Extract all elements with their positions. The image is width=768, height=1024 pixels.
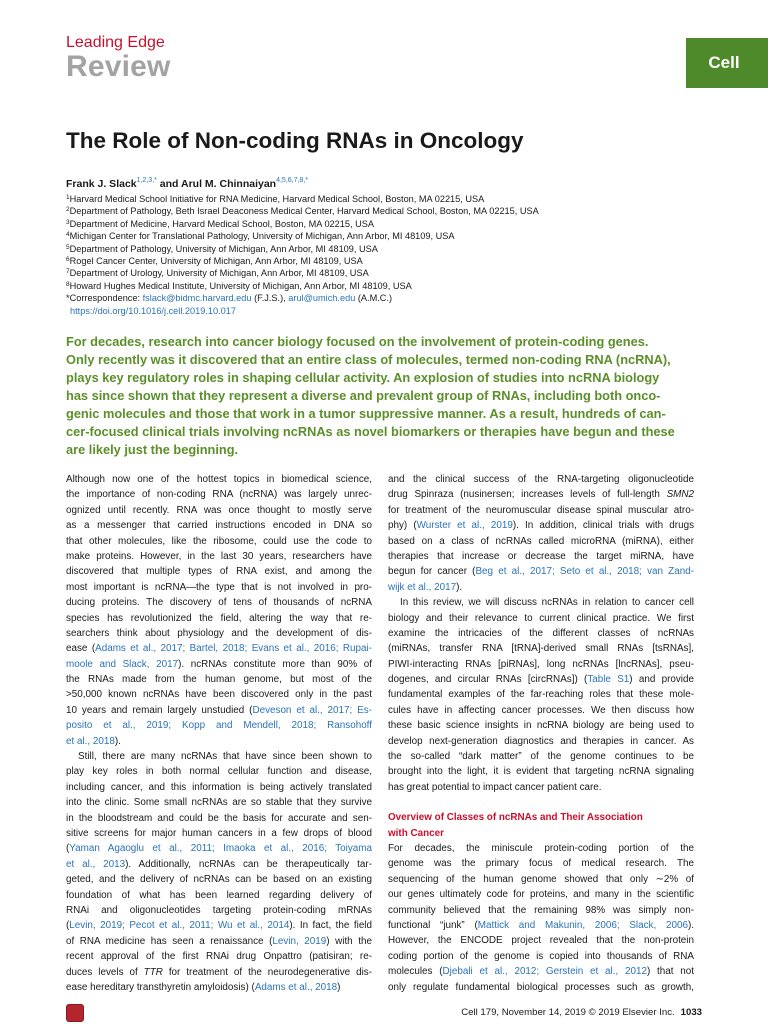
- body-text-line: as a messenger that carried instructions encoded in DNA so: [66, 520, 372, 532]
- affiliation-text: Rogel Cancer Center, University of Michigan, Ann Arbor, MI 48109, USA: [69, 256, 363, 267]
- body-text-line: ognized until recently. RNA was once thought to mostly serve: [66, 504, 372, 516]
- body-text-line: discovered that multiple types of RNA exist, and among the: [66, 566, 372, 578]
- body-text-line: For decades, the miniscule protein-coding portion of the: [388, 843, 694, 855]
- body-text-line: 10 years and remain largely unstudied (Deveson et al., 2017; Es-: [66, 704, 372, 716]
- section-spacer: [388, 795, 694, 810]
- body-text-line: foundation of what has been learned regarding delivery of: [66, 889, 372, 901]
- affiliation-number: 7: [66, 268, 70, 276]
- body-text-line: begun for cancer (Beg et al., 2017; Seto et al., 2018; van Zand-: [388, 566, 694, 578]
- body-text-line: wijk et al., 2017).: [388, 581, 463, 593]
- body-text-line: for treatment of the neuromuscular disease spinal muscular atro-: [388, 504, 694, 516]
- affiliation-number: 3: [66, 218, 70, 226]
- body-text-line: et al., 2013). Additionally, ncRNAs can be therapeutically tar-: [66, 858, 372, 870]
- correspondence-text: (A.M.C.): [355, 293, 393, 304]
- body-text-line: these basic science insights in ncRNA biology are being used to: [388, 720, 694, 732]
- affiliation-number: 8: [66, 280, 70, 288]
- body-text-line: (Yaman Agaoglu et al., 2011; Imaoka et al., 2016; Toiyama: [66, 843, 372, 855]
- author-conjunction: and: [156, 178, 181, 190]
- section-label: Review: [66, 50, 171, 83]
- body-text-line: based on a class of ncRNAs called microRNA (miRNA), either: [388, 535, 694, 547]
- body-text-line: in the bloodstream and could be the basis for accurate and sen-: [66, 812, 372, 824]
- author-line: [66, 178, 308, 190]
- abstract: [66, 333, 702, 459]
- body-text-line: ease (Adams et al., 2017; Bartel, 2018; Evans et al., 2016; Rupai-: [66, 643, 372, 655]
- correspondence-text: (F.J.S.),: [251, 293, 289, 304]
- body-text-line: geted, and the delivery of ncRNAs can be based on an existing: [66, 874, 372, 886]
- leading-edge-label: Leading Edge: [66, 34, 165, 51]
- affiliation: [66, 230, 539, 242]
- body-text-line: Still, there are many ncRNAs that have since been shown to: [78, 751, 372, 763]
- body-text-line: ducing proteins. The discovery of tens of thousands of ncRNA: [66, 597, 372, 609]
- body-text-line: Although now one of the hottest topics in biomedical science,: [66, 474, 372, 485]
- body-text-line: dogenes, and circular RNAs [circRNAs]) (Table S1) and provide: [388, 674, 694, 686]
- abstract-line: are likely just the beginning.: [66, 442, 239, 457]
- email-link[interactable]: fslack@bidmc.harvard.edu: [142, 293, 252, 304]
- body-text-line: make proteins. However, in the last 30 years, researchers have: [66, 550, 372, 562]
- body-column-left: [66, 472, 372, 995]
- page-footer: [461, 1007, 702, 1018]
- body-text-line: phy) (Wurster et al., 2019). In addition, clinical trials with drugs: [388, 520, 695, 532]
- affiliation-number: 4: [66, 231, 70, 239]
- body-text-line: sequencing of the human genome showed that only ∼2% of: [388, 873, 694, 885]
- body-text-line: drug Spinraza (nusinersen; increases levels of full-length SMN2: [388, 489, 694, 501]
- body-text-line: duces levels of TTR for treatment of the neurodegenerative dis-: [66, 966, 372, 978]
- body-text-line: play key roles in both normal cellular function and disease,: [66, 766, 372, 778]
- affiliation: [66, 243, 539, 255]
- body-text-line: moole and Slack, 2017). ncRNAs constitute more than 90% of: [66, 658, 372, 670]
- affiliations: [66, 193, 539, 317]
- body-text-line: coding portion of the genome is copied into thousands of RNA: [388, 950, 694, 962]
- affiliation-number: 2: [66, 206, 70, 214]
- body-text-line: In this review, we will discuss ncRNAs in relation to cancer cell: [400, 597, 694, 609]
- body-text-line: the importance of non-coding RNA (ncRNA) was largely unrec-: [66, 489, 372, 501]
- body-text-line: biology and their relevance to current clinical practice. We first: [388, 612, 694, 624]
- abstract-line: has since shown that they represent a diverse and prevalent group of RNAs, including both onco-: [66, 388, 661, 403]
- body-text-line: fundamental examples of the far-reaching roles that these mole-: [388, 689, 694, 701]
- body-text-line: posito et al., 2019; Kopp and Mendell, 2018; Ransohoff: [66, 720, 372, 732]
- affiliation-text: Department of Medicine, Harvard Medical School, Boston, MA 02215, USA: [69, 218, 374, 229]
- section-heading: with Cancer: [388, 827, 444, 839]
- body-text-line: et al., 2018).: [66, 735, 121, 747]
- author-name[interactable]: Arul M. Chinnaiyan: [181, 178, 277, 190]
- body-text-line: sitive screens for major human cancers in a few drops of blood: [66, 827, 372, 839]
- body-text-line: genome was the primary focus of medical research. The: [388, 858, 694, 870]
- body-text-line: (Levin, 2019; Pecot et al., 2011; Wu et al., 2014). In fact, the field: [66, 920, 372, 932]
- affiliation: [66, 255, 539, 267]
- affiliation-text: Harvard Medical School Initiative for RNA Medicine, Harvard Medical School, Boston, MA 02215, USA: [69, 194, 485, 204]
- body-text-line: examine the intricacies of the different classes of ncRNAs: [388, 627, 694, 639]
- body-text-line: our genes ultimately code for proteins, and many in the scientific: [388, 889, 694, 901]
- body-text-line: that other molecules, like the ribosome, could use the code to: [66, 535, 372, 547]
- body-text-line: RNAi and oligonucleotides targeting protein-coding mRNAs: [66, 904, 372, 916]
- body-text-line: the RNAs made from the human genome, but most of the: [66, 674, 372, 686]
- page-number: 1033: [680, 1007, 702, 1018]
- body-column-right: [388, 472, 694, 995]
- body-text-line: therapies that increase or decrease the target miRNA, have: [388, 550, 694, 562]
- body-text-line: >50,000 known ncRNAs have been discovered only in the past: [66, 689, 372, 701]
- abstract-line: For decades, research into cancer biology focused on the involvement of protein-coding genes.: [66, 334, 649, 349]
- body-text-line: and the clinical success of the RNA-targeting oligonucleotide: [388, 474, 694, 485]
- crossmark-logo-icon[interactable]: [66, 1004, 84, 1022]
- body-text-line: searchers think about physiology and the development of dis-: [66, 627, 372, 639]
- affiliation: [66, 218, 539, 230]
- body-text-line: recent approval of the first RNAi drug Onpattro (patisiran; re-: [66, 951, 372, 963]
- affiliation-number: 5: [66, 243, 70, 251]
- body-text-line: species has revolutionized the field, altering the way that re-: [66, 612, 372, 624]
- affiliation: [66, 205, 539, 217]
- abstract-line: Only recently was it discovered that an entire class of molecules, termed non-coding RNA (ncRNA),: [66, 352, 671, 367]
- body-text-line: including cancer, and this information is being actively translated: [66, 781, 372, 793]
- abstract-line: plays key regulatory roles in shaping cellular activity. An explosion of studies into ncRNA biology: [66, 370, 660, 385]
- affiliation: [66, 280, 539, 292]
- abstract-line: cer-focused clinical trials involving ncRNAs as novel biomarkers or therapies have begun and these: [66, 424, 675, 439]
- body-text-line: into the clinic. Some small ncRNAs are so stable that they survive: [66, 797, 372, 809]
- affiliation: [66, 267, 539, 279]
- body-text-line: the so-called “dark matter” of the genome continues to be: [388, 751, 694, 763]
- correspondence: [66, 292, 539, 304]
- affiliation: [66, 193, 539, 205]
- journal-badge: Cell: [686, 38, 768, 88]
- body-text-line: most important is ncRNA—the type that is not involved in pro-: [66, 581, 372, 593]
- section-heading: Overview of Classes of ncRNAs and Their Association: [388, 812, 643, 824]
- body-text-line: develop next-generation diagnostics and therapies in cancer. As: [388, 735, 694, 747]
- body-text-line: has great potential to impact cancer patient care.: [388, 781, 602, 793]
- abstract-line: genic molecules and those that work in a tumor suppressive manner. As a result, hundreds of can-: [66, 406, 666, 421]
- affiliation-text: Department of Urology, University of Michigan, Ann Arbor, MI 48109, USA: [69, 268, 369, 279]
- body-text-line: PIWI-interacting RNAs [piRNAs], long ncRNAs [lncRNAs], pseu-: [388, 658, 694, 670]
- footer-citation: Cell 179, November 14, 2019 © 2019 Elsevier Inc.: [461, 1007, 675, 1018]
- affiliation-number: 6: [66, 256, 70, 264]
- body-text-line: community believed that the remaining 98% was simply non-: [388, 904, 694, 916]
- body-text-line: cules have in affecting cancer processes. We then discuss how: [388, 704, 694, 716]
- email-link[interactable]: arul@umich.edu: [288, 293, 356, 304]
- correspondence-label: *Correspondence:: [66, 293, 143, 304]
- body-text-line: ease hereditary transthyretin amyloidosis) (Adams et al., 2018): [66, 981, 341, 993]
- body-text-line: brought into the light, it is evident that targeting ncRNA signaling: [388, 766, 694, 778]
- doi-link[interactable]: https://doi.org/10.1016/j.cell.2019.10.017: [70, 305, 237, 316]
- body-text-line: molecules (Djebali et al., 2012; Gerstein et al., 2012) that not: [388, 966, 694, 978]
- body-text-line: functional “junk” (Mattick and Makunin, 2006; Slack, 2006).: [388, 919, 695, 931]
- body-text-line: However, the ENCODE project revealed that the non-protein: [388, 935, 694, 947]
- body-text-line: of RNA medicine has seen a renaissance (Levin, 2019) with the: [66, 935, 372, 947]
- affiliation-text: Michigan Center for Translational Pathology, University of Michigan, Ann Arbor, MI 48109, USA: [69, 231, 455, 242]
- author-affiliation-sup: 1,2,3,*: [136, 177, 157, 184]
- body-text-line: (miRNAs, transfer RNA [tRNA]-derived small RNAs [tsRNAs],: [388, 643, 694, 655]
- affiliation-text: Department of Pathology, Beth Israel Deaconess Medical Center, Harvard Medical School, Boston, MA 02215, USA: [69, 206, 539, 217]
- affiliation-number: 1: [66, 194, 70, 201]
- body-text-line: only regulate fundamental biological processes such as growth,: [388, 981, 694, 993]
- author-name[interactable]: Frank J. Slack: [66, 178, 137, 190]
- article-title: The Role of Non-coding RNAs in Oncology: [66, 128, 524, 153]
- affiliation-text: Howard Hughes Medical Institute, University of Michigan, Ann Arbor, MI 48109, USA: [69, 280, 412, 291]
- author-affiliation-sup: 4,5,6,7,8,*: [276, 177, 309, 184]
- affiliation-text: Department of Pathology, University of Michigan, Ann Arbor, MI 48109, USA: [69, 243, 378, 254]
